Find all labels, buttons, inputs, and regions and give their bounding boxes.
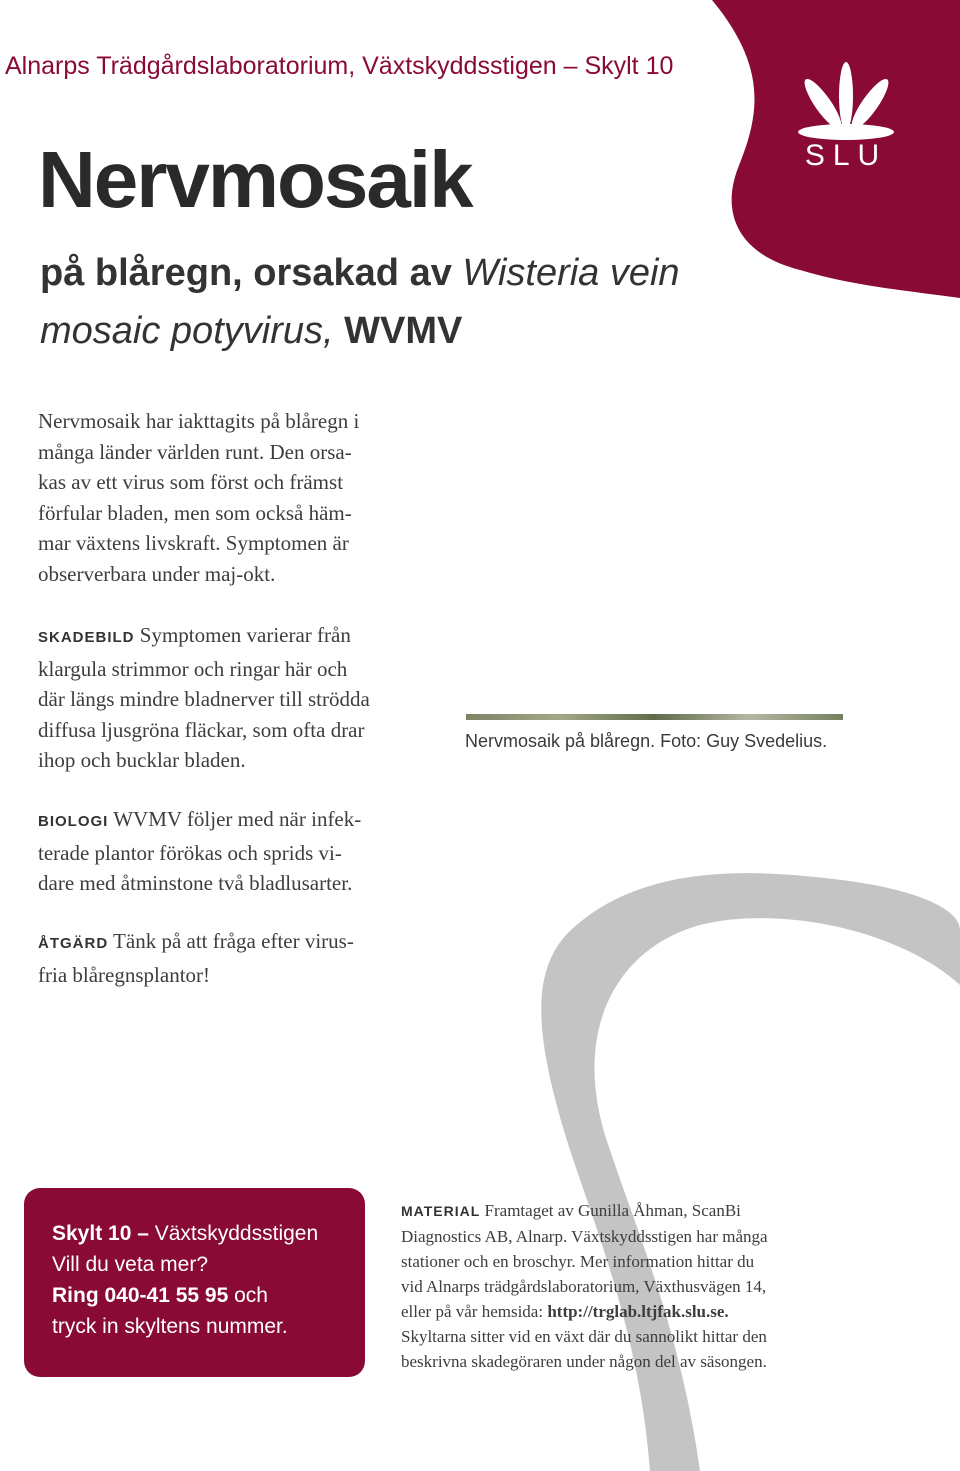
- skadebild-line: klargula strimmor och ringar här och: [38, 656, 348, 681]
- subtitle-part1: på blåregn, orsakad av: [40, 252, 463, 294]
- page-title: Nervmosaik: [38, 135, 472, 224]
- logo-text: SLU: [804, 139, 888, 172]
- biologi-line: terade plantor förökas och sprids vi-: [38, 840, 342, 865]
- skadebild-label: SKADEBILD: [38, 629, 135, 646]
- material-line: beskrivna skadegöraren under någon del av säsongen.: [401, 1352, 767, 1371]
- header-line: Alnarps Trädgårdslaboratorium, Växtskyddsstigen – Skylt 10: [5, 52, 674, 80]
- skadebild-paragraph: [38, 620, 428, 776]
- intro-line: Nervmosaik har iakttagits på blåregn i: [38, 409, 360, 433]
- intro-line: mar växtens livskraft. Symptomen är: [38, 531, 349, 555]
- material-line: eller på vår hemsida:: [401, 1302, 548, 1321]
- photo: [466, 714, 843, 720]
- material-line: Diagnostics AB, Alnarp. Växtskyddsstigen har många: [401, 1227, 768, 1246]
- skadebild-line: Symptomen varierar från: [134, 623, 351, 647]
- material-line: Framtaget av Gunilla Åhman, ScanBi: [480, 1201, 741, 1220]
- skadebild-line: ihop och bucklar bladen.: [38, 748, 246, 772]
- info-box: [24, 1188, 365, 1377]
- atgard-line: Tänk på att fråga efter virus-: [108, 929, 354, 953]
- page-subtitle: [40, 244, 720, 360]
- info-question: Vill du veta mer?: [52, 1253, 209, 1276]
- biologi-label: BIOLOGI: [38, 813, 109, 830]
- subtitle-abbrev: WVMV: [333, 310, 463, 352]
- subtitle-latin-name: Wisteria vein mosaic potyvirus,: [40, 252, 680, 352]
- intro-line: observerbara under maj-okt.: [38, 561, 276, 586]
- material-line: Skyltarna sitter vid en växt där du sannolikt hittar den: [401, 1327, 767, 1346]
- material-label: MATERIAL: [401, 1203, 481, 1219]
- material-paragraph: [401, 1198, 851, 1374]
- info-trail-name: Växtskyddsstigen: [154, 1222, 319, 1245]
- skadebild-line: diffusa ljusgröna fläckar, som ofta drar: [38, 717, 365, 742]
- website-link[interactable]: http://trglab.ltjfak.slu.se.: [547, 1302, 729, 1321]
- atgard-line: fria blåregnsplantor!: [38, 962, 211, 987]
- material-line: stationer och en broschyr. Mer information hittar du: [401, 1252, 755, 1271]
- biologi-line: dare med åtminstone två bladlusarter.: [38, 871, 353, 895]
- skadebild-line: där längs mindre bladnerver till strödda: [38, 687, 370, 711]
- atgard-label: ÅTGÄRD: [38, 935, 109, 952]
- material-line: vid Alnarps trädgårdslaboratorium, Växthusvägen 14,: [401, 1277, 767, 1296]
- intro-paragraph: [38, 406, 428, 589]
- info-skylt-label: Skylt 10 –: [52, 1222, 155, 1245]
- intro-line: förfular bladen, men som också häm-: [38, 500, 352, 525]
- photo-caption: Nervmosaik på blåregn. Foto: Guy Svedelius.: [465, 731, 828, 751]
- intro-line: många länder världen runt. Den orsa-: [38, 439, 352, 464]
- intro-line: kas av ett virus som först och främst: [38, 470, 344, 494]
- biologi-line: WVMV följer med när infek-: [108, 807, 362, 831]
- atgard-paragraph: [38, 926, 428, 990]
- info-phone: Ring 040-41 55 95: [52, 1284, 229, 1307]
- info-phone-suffix: och: [228, 1284, 268, 1307]
- info-instruction: tryck in skyltens nummer.: [52, 1315, 288, 1338]
- biologi-paragraph: [38, 804, 428, 899]
